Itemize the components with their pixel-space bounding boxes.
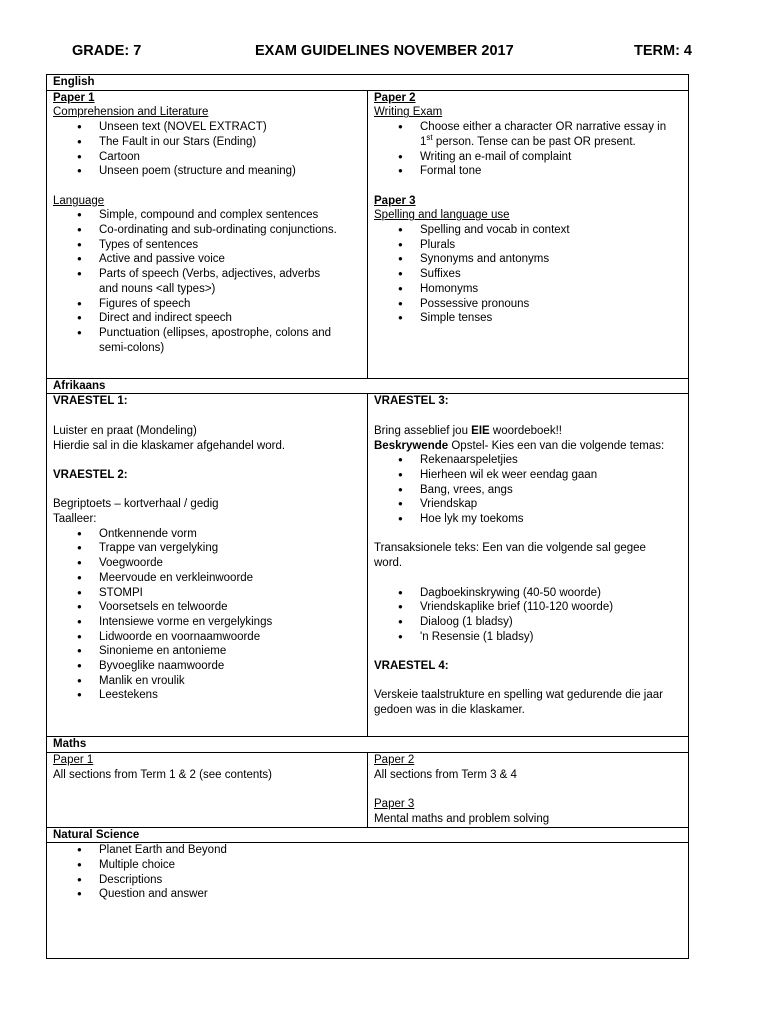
list-item: ● Meervoude en verkleinwoorde <box>99 571 367 586</box>
list-item: ● Possessive pronouns <box>420 297 688 312</box>
list-item: ● Hoe lyk my toekoms <box>420 512 688 527</box>
vraestel2-line2: Taalleer: <box>53 512 97 525</box>
english-paper2-list <box>374 120 688 179</box>
list-item: ● Rekenaarspeletjies <box>420 453 688 468</box>
list-item: ● Question and answer <box>99 887 688 902</box>
document-header <box>0 43 768 63</box>
english-paper2-title: Paper 2 <box>374 91 416 104</box>
list-item: ● Plurals <box>420 238 688 253</box>
list-item: ● Lidwoorde en voornaamwoorde <box>99 630 367 645</box>
maths-paper1-text: All sections from Term 1 & 2 (see contents) <box>53 768 273 781</box>
list-item: ● The Fault in our Stars (Ending) <box>99 135 367 150</box>
list-item: ● Byvoeglike naamwoorde <box>99 659 367 674</box>
list-item: ● Voorsetsels en telwoorde <box>99 600 367 615</box>
document-title: EXAM GUIDELINES NOVEMBER 2017 <box>255 43 514 59</box>
grade-label: GRADE: 7 <box>72 43 142 59</box>
list-item: ● Co-ordinating and sub-ordinating conjunctions. <box>99 223 339 238</box>
maths-paper1-title: Paper 1 <box>53 754 94 767</box>
list-item: ● Planet Earth and Beyond <box>99 843 688 858</box>
list-item: ● Simple, compound and complex sentences <box>99 208 339 223</box>
list-item: ● STOMPI <box>99 586 367 601</box>
list-item: ● Multiple choice <box>99 858 688 873</box>
subject-afrikaans: Afrikaans <box>47 378 689 394</box>
list-item: ● Sinonieme en antonieme <box>99 644 367 659</box>
list-item: ● Vriendskap <box>420 497 688 512</box>
vraestel3-line1: Bring asseblief jou EIE woordeboek!! <box>374 424 562 437</box>
english-paper1-section1-heading: Comprehension and Literature <box>53 106 209 119</box>
vraestel3-texts-list <box>374 586 688 645</box>
science-cell <box>47 843 689 959</box>
english-paper3-list <box>374 223 688 326</box>
english-paper1-section2-heading: Language <box>53 194 105 207</box>
term-label: TERM: 4 <box>634 43 692 59</box>
vraestel4-title: VRAESTEL 4: <box>374 660 449 672</box>
list-item: ● Simple tenses <box>420 311 688 326</box>
maths-right-cell <box>368 753 689 828</box>
vraestel1-line1: Luister en praat (Mondeling) <box>53 424 197 437</box>
list-item: ● Choose either a character OR narrative essay in 1st person. Tense can be past OR present. <box>420 120 680 149</box>
list-item: ● Ontkennende vorm <box>99 527 367 542</box>
vraestel3-title: VRAESTEL 3: <box>374 395 449 408</box>
list-item: ● Dagboekinskrywing (40-50 woorde) <box>420 586 688 601</box>
science-list <box>53 843 688 902</box>
english-paper1-cell <box>47 90 368 378</box>
list-item: ● Leestekens <box>99 688 367 703</box>
maths-paper3-title: Paper 3 <box>374 798 415 811</box>
list-item: ● 'n Resensie (1 bladsy) <box>420 630 688 645</box>
afrikaans-left-cell <box>47 394 368 737</box>
list-item: ● Unseen text (NOVEL EXTRACT) <box>99 120 367 135</box>
list-item: ● Hierheen wil ek weer eendag gaan <box>420 468 688 483</box>
list-item: ● Unseen poem (structure and meaning) <box>99 164 367 179</box>
english-paper1-section1-list <box>53 120 367 179</box>
maths-paper2-text: All sections from Term 3 & 4 <box>374 768 517 781</box>
list-item: ● Direct and indirect speech <box>99 311 339 326</box>
english-paper3-heading: Spelling and language use <box>374 209 510 222</box>
list-item: ● Figures of speech <box>99 297 339 312</box>
list-item: ● Descriptions <box>99 873 688 888</box>
english-paper1-title: Paper 1 <box>53 91 95 104</box>
list-item: ● Manlik en vroulik <box>99 674 367 689</box>
english-paper2-heading: Writing Exam <box>374 106 443 119</box>
vraestel2-list <box>53 527 367 703</box>
afrikaans-right-cell <box>368 394 689 737</box>
maths-left-cell <box>47 753 368 828</box>
list-item: ● Writing an e-mail of complaint <box>420 150 680 165</box>
list-item: ● Types of sentences <box>99 238 339 253</box>
maths-paper3-text: Mental maths and problem solving <box>374 812 550 825</box>
guidelines-table <box>46 74 689 959</box>
list-item: ● Spelling and vocab in context <box>420 223 688 238</box>
list-item: ● Vriendskaplike brief (110-120 woorde) <box>420 600 688 615</box>
vraestel4-line1: Verskeie taalstrukture en spelling wat gedurende die jaar gedoen was in die klaskamer. <box>374 689 663 717</box>
list-item: ● Cartoon <box>99 150 367 165</box>
vraestel2-title: VRAESTEL 2: <box>53 468 128 481</box>
vraestel3-line2: Beskrywende Opstel- Kies een van die volgende temas: <box>374 439 665 452</box>
list-item: ● Punctuation (ellipses, apostrophe, colons and semi-colons) <box>99 326 339 355</box>
list-item: ● Bang, vrees, angs <box>420 483 688 498</box>
maths-paper2-title: Paper 2 <box>374 754 415 767</box>
vraestel3-line3: Transaksionele teks: Een van die volgende sal gegee word. <box>374 542 646 570</box>
list-item: ● Parts of speech (Verbs, adjectives, adverbs and nouns <all types>) <box>99 267 339 296</box>
subject-natural-science: Natural Science <box>47 827 689 843</box>
english-paper2-3-cell <box>368 90 689 378</box>
vraestel2-line1: Begriptoets – kortverhaal / gedig <box>53 498 219 511</box>
list-item: ● Synonyms and antonyms <box>420 252 688 267</box>
list-item: ● Intensiewe vorme en vergelykings <box>99 615 367 630</box>
list-item: ● Dialoog (1 bladsy) <box>420 615 688 630</box>
subject-english: English <box>47 75 689 91</box>
vraestel1-title: VRAESTEL 1: <box>53 395 128 408</box>
subject-maths: Maths <box>47 737 689 753</box>
list-item: ● Homonyms <box>420 282 688 297</box>
english-paper1-section2-list <box>53 208 367 355</box>
list-item: ● Voegwoorde <box>99 556 367 571</box>
list-item: ● Suffixes <box>420 267 688 282</box>
english-paper3-title: Paper 3 <box>374 194 416 207</box>
vraestel3-themes-list <box>374 453 688 527</box>
list-item: ● Active and passive voice <box>99 252 339 267</box>
list-item: ● Formal tone <box>420 164 680 179</box>
vraestel1-line2: Hierdie sal in die klaskamer afgehandel word. <box>53 439 286 452</box>
list-item: ● Trappe van vergelyking <box>99 541 367 556</box>
